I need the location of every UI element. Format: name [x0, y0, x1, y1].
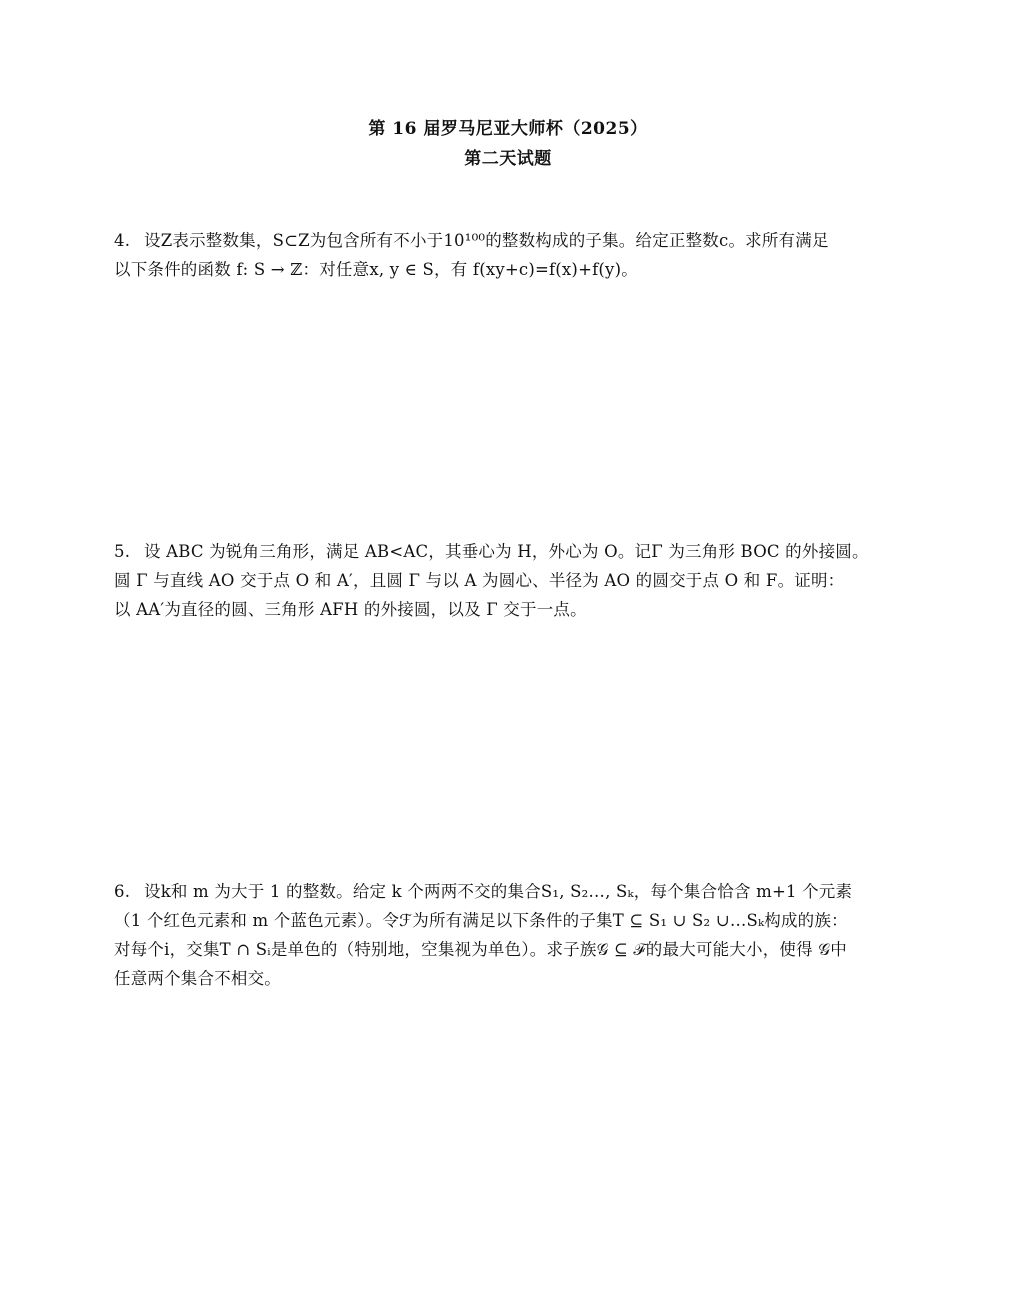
problem-number: 6.	[114, 882, 131, 901]
header	[0, 114, 1016, 174]
problem-number: 5.	[114, 542, 131, 561]
problem-5	[114, 537, 914, 624]
problem-line: 以下条件的函数 f: S → ℤ：对任意x, y ∈ S，有 f(xy+c)=f(x)+f(y)。	[114, 260, 638, 279]
page-subtitle: 第二天试题	[464, 149, 552, 169]
problem-line	[114, 537, 914, 566]
problem-6	[114, 877, 914, 993]
problem-line: （1 个红色元素和 m 个蓝色元素）。令ℱ为所有满足以下条件的子集T ⊆ S₁ ∪ S₂ ∪…Sₖ构成的族：	[114, 911, 848, 930]
page-title: 第 16 届罗马尼亚大师杯（2025）	[368, 119, 648, 139]
problem-line: 任意两个集合不相交。	[114, 969, 281, 988]
problem-text: 设Z表示整数集，S⊂Z为包含所有不小于10¹⁰⁰的整数构成的子集。给定正整数c。求所有满足	[144, 231, 829, 250]
problem-line	[114, 226, 914, 255]
problem-line: 以 AA′为直径的圆、三角形 AFH 的外接圆，以及 Γ 交于一点。	[114, 600, 587, 619]
problem-line	[114, 877, 914, 906]
problem-4	[114, 226, 914, 284]
problem-line: 对每个i，交集T ∩ Sᵢ是单色的（特别地，空集视为单色）。求子族𝒢 ⊆ ℱ的最大可能大小，使得 𝒢中	[114, 940, 847, 959]
problem-line: 圆 Γ 与直线 AO 交于点 O 和 A′，且圆 Γ 与以 A 为圆心、半径为 AO 的圆交于点 O 和 F。证明：	[114, 571, 845, 590]
problem-number: 4.	[114, 231, 131, 250]
problem-text: 设 ABC 为锐角三角形，满足 AB<AC，其垂心为 H，外心为 O。记Γ 为三角形 BOC 的外接圆。	[144, 542, 869, 561]
problem-text: 设k和 m 为大于 1 的整数。给定 k 个两两不交的集合S₁, S₂…, Sₖ，每个集合恰含 m+1 个元素	[144, 882, 853, 901]
